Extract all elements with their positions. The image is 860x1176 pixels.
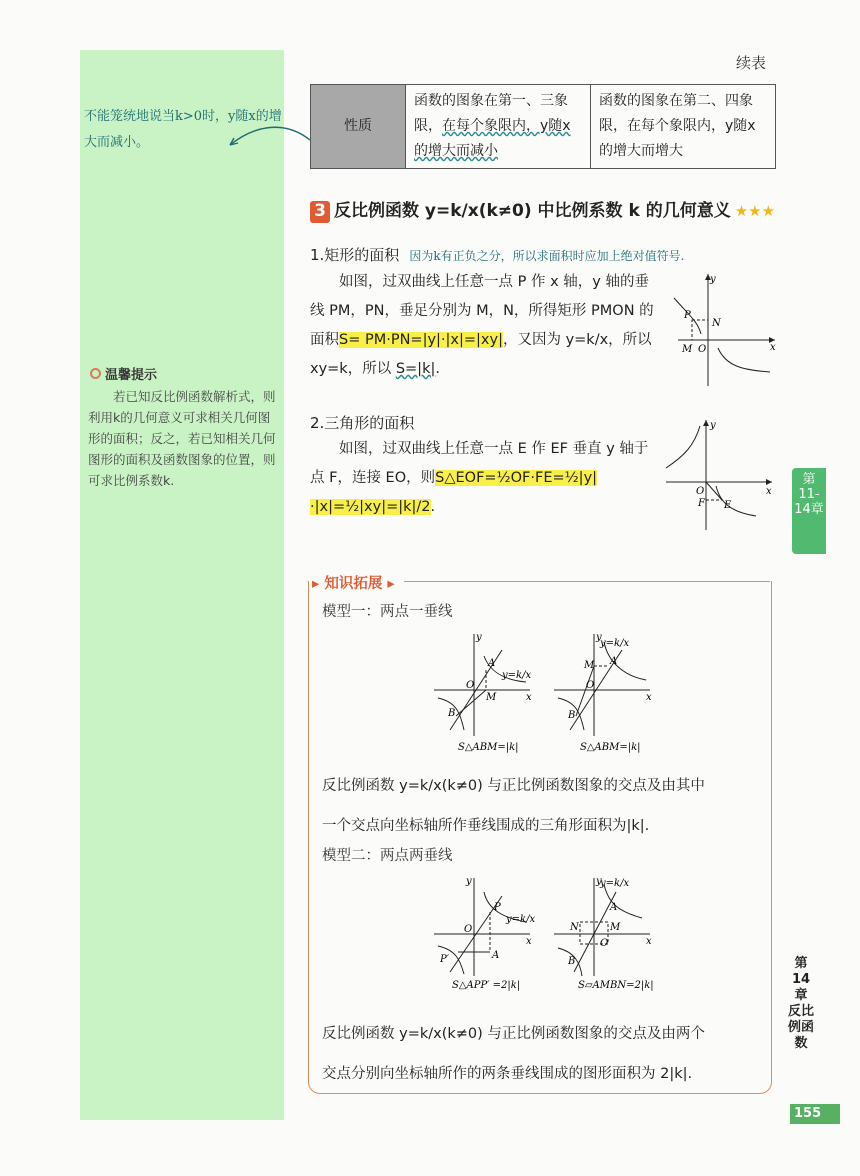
note-arrow	[215, 120, 315, 160]
model-1-text-2: 一个交点向坐标轴所作垂线围成的三角形面积为|k|.	[322, 818, 650, 834]
model-2-figures	[430, 872, 660, 998]
section-title: 3 反比例函数 y=k/x(k≠0) 中比例系数 k 的几何意义 ★★★	[310, 196, 775, 223]
svg-text:y: y	[596, 876, 602, 887]
svg-text:M: M	[610, 922, 621, 933]
tip-body: 若已知反比例函数解析式，则利用k的几何意义可求相关几何图形的面积；反之，若已知相关几何图形的面积及函数图象的位置，则可求比例系数k.	[88, 389, 276, 488]
svg-text:O: O	[586, 680, 595, 691]
svg-text:P: P	[684, 310, 691, 321]
svg-text:x: x	[646, 692, 652, 703]
svg-text:M: M	[584, 660, 595, 671]
tri-figure	[660, 416, 780, 534]
properties-table	[310, 84, 776, 169]
svg-text:B: B	[448, 708, 456, 719]
handwritten-note: 不能笼统地说当k>0时，y随x的增大而减小。	[84, 109, 282, 150]
margin-sidebar	[80, 50, 284, 1120]
svg-text:x: x	[526, 692, 532, 703]
svg-text:x: x	[770, 342, 776, 353]
svg-text:M: M	[486, 692, 497, 703]
svg-text:x: x	[646, 936, 652, 947]
svg-text:B: B	[568, 710, 576, 721]
tri-paragraph: 如图，过双曲线上任意一点 E 作 EF 垂直 y 轴于点 F，连接 EO，则S△EOF=½OF·FE=½|y|·|x|=½|xy|=|k|/2.	[310, 441, 649, 515]
m1-caption-2: S△ABM=|k|	[580, 742, 641, 753]
svg-text:O: O	[698, 344, 707, 355]
page-number: 155	[790, 1104, 840, 1124]
table-cell-right: 函数的图象在第二、四象限，在每个象限内，y随x的增大而增大	[591, 85, 776, 169]
model-1-text-1: 反比例函数 y=k/x(k≠0) 与正比例函数图象的交点及由其中	[322, 778, 705, 794]
rect-formula: S= PM·PN=|y|·|x|=|xy|	[339, 332, 503, 348]
m2-caption-1: S△APP′ =2|k|	[452, 980, 521, 991]
ext-title: ▸ 知识拓展 ▸	[312, 576, 395, 592]
model-2-text-1: 反比例函数 y=k/x(k≠0) 与正比例函数图象的交点及由两个	[322, 1026, 705, 1042]
svg-text:y=k/x: y=k/x	[506, 914, 536, 925]
svg-text:y=k/x: y=k/x	[502, 670, 532, 681]
table-cell-left: 函数的图象在第一、三象限，在每个象限内，y随x的增大而减小	[406, 85, 591, 169]
tri-heading: 2.三角形的面积	[310, 414, 415, 432]
continued-label: 续表	[736, 54, 767, 72]
svg-text:A: A	[488, 658, 496, 669]
svg-text:B: B	[568, 956, 576, 967]
section-number: 3	[310, 201, 330, 223]
star-rating: ★★★	[734, 202, 776, 220]
table-head: 性质	[311, 85, 406, 169]
model-2-text-2: 交点分别向坐标轴所作的两条垂线围成的图形面积为 2|k|.	[322, 1066, 693, 1082]
m2-caption-2: S▱AMBN=2|k|	[578, 980, 654, 991]
svg-text:y=k/x: y=k/x	[600, 878, 630, 889]
svg-text:O: O	[696, 486, 705, 497]
tip-title: 温馨提示	[90, 364, 157, 383]
svg-text:O: O	[464, 924, 473, 935]
svg-text:y: y	[710, 274, 716, 285]
chapter-label: 第14章 反比例函数	[788, 956, 815, 1051]
svg-text:y: y	[596, 632, 602, 643]
svg-text:y: y	[476, 632, 482, 643]
rect-paragraph: 如图，过双曲线上任意一点 P 作 x 轴，y 轴的垂线 PM，PN，垂足分别为 M，N，所得矩形 PMON 的面积S= PM·PN=|y|·|x|=|xy|，又因为 y=k/x，所以 xy=k，所以 S=|k|.	[310, 274, 654, 377]
svg-text:y: y	[710, 420, 716, 431]
svg-text:P′: P′	[440, 954, 449, 965]
svg-text:x: x	[766, 486, 772, 497]
m1-caption-1: S△ABM=|k|	[458, 742, 519, 753]
svg-text:y: y	[466, 876, 472, 887]
svg-text:N: N	[712, 318, 721, 329]
model-2-title: 模型二：两点两垂线	[322, 848, 453, 864]
svg-text:P: P	[494, 902, 501, 913]
svg-text:F: F	[698, 498, 705, 509]
chapter-side-tab: 第11-14章	[792, 468, 826, 554]
tri-formula-2: |x|=½|xy|=|k|/2	[314, 499, 431, 515]
model-1-figures	[430, 626, 660, 756]
svg-text:A: A	[610, 902, 618, 913]
rect-result: S=|k|	[395, 361, 436, 377]
svg-text:y=k/x: y=k/x	[600, 638, 630, 649]
tri-formula-1: S△EOF=½OF·FE=½|y|·	[310, 470, 598, 515]
rect-figure	[670, 268, 780, 388]
svg-text:A: A	[610, 656, 618, 667]
rect-handnote: 因为k有正负之分，所以求面积时应加上绝对值符号.	[409, 249, 685, 263]
svg-text:M: M	[682, 344, 693, 355]
model-1-title: 模型一：两点一垂线	[322, 604, 453, 620]
svg-text:N: N	[570, 922, 579, 933]
svg-text:E: E	[724, 500, 732, 511]
svg-text:O: O	[600, 938, 609, 949]
svg-text:A: A	[492, 950, 500, 961]
svg-text:x: x	[526, 936, 532, 947]
rect-heading: 1.矩形的面积 因为k有正负之分，所以求面积时应加上绝对值符号.	[310, 246, 685, 264]
svg-text:O: O	[466, 680, 475, 691]
